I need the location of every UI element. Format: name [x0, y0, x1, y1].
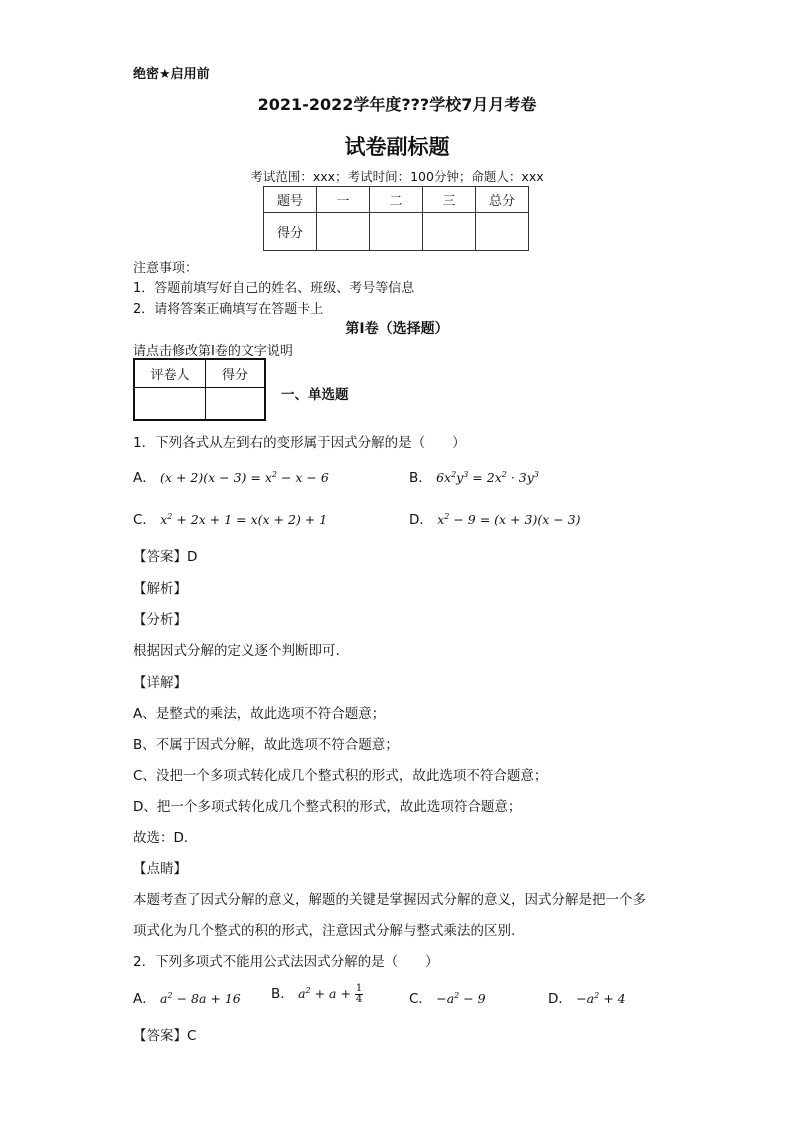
option-label: A．: [133, 991, 156, 1007]
score-header-cell: 一: [317, 187, 370, 213]
formula: $a^2 - 8a + 16$: [160, 991, 241, 1006]
q1-option-b[interactable]: [409, 466, 539, 486]
q1-fenxi-text: 根据因式分解的定义逐个判断即可.: [133, 643, 340, 659]
q1-dianjing-line2: 项式化为几个整式的积的形式，注意因式分解与整式乘法的区别.: [133, 923, 516, 939]
grader-cell[interactable]: [134, 387, 206, 420]
score-header-cell: 题号: [264, 187, 317, 213]
option-label: C．: [409, 991, 432, 1007]
score-cell[interactable]: [476, 213, 529, 251]
formula: $x^2 - 9 = (x + 3)(x - 3)$: [437, 512, 581, 527]
part1-hint: 请点击修改第I卷的文字说明: [133, 344, 293, 359]
q1-stem: 1．下列各式从左到右的变形属于因式分解的是（ ）: [133, 435, 466, 451]
exam-subtitle: 试卷副标题: [344, 135, 450, 159]
option-label: B．: [409, 470, 432, 486]
q2-option-d[interactable]: [548, 987, 626, 1007]
option-label: C．: [133, 512, 156, 528]
q1-fenxi-heading: 【分析】: [133, 612, 187, 628]
grader-header: 得分: [206, 359, 266, 387]
q1-detail-b: B、不属于因式分解，故此选项不符合题意；: [133, 737, 399, 753]
grader-cell[interactable]: [206, 387, 266, 420]
notice-item-2: 2．请将答案正确填写在答题卡上: [133, 302, 324, 317]
score-table: [263, 186, 529, 251]
q1-option-d[interactable]: [409, 508, 581, 528]
q1-dianjing-heading: 【点睛】: [133, 861, 187, 877]
q2-answer: 【答案】C: [133, 1028, 197, 1044]
q1-answer: 【答案】D: [133, 549, 198, 565]
q1-analysis-heading: 【解析】: [133, 581, 187, 597]
q1-option-a[interactable]: [133, 466, 329, 486]
notice-item-1: 1．答题前填写好自己的姓名、班级、考号等信息: [133, 281, 415, 296]
option-label: B．: [271, 986, 294, 1002]
score-cell[interactable]: [370, 213, 423, 251]
option-label: D．: [409, 512, 433, 528]
score-header-cell: 总分: [476, 187, 529, 213]
q2-option-a[interactable]: [133, 987, 241, 1007]
score-row-label: 得分: [264, 213, 317, 251]
formula: $x^2 + 2x + 1 = x(x + 2) + 1$: [160, 512, 328, 527]
q2-option-b[interactable]: [271, 982, 363, 1005]
formula: $-a^2 - 9$: [436, 991, 486, 1006]
q1-detail-a: A、是整式的乘法，故此选项不符合题意；: [133, 706, 386, 722]
q2-option-c[interactable]: [409, 987, 486, 1007]
formula: $(x + 2)(x - 3) = x^2 - x - 6$: [160, 470, 329, 485]
q2-stem: 2．下列多项式不能用公式法因式分解的是（ ）: [133, 954, 439, 970]
option-label: A．: [133, 470, 156, 486]
exam-title: 2021-2022学年度???学校7月月考卷: [257, 95, 537, 114]
section-title: 一、单选题: [281, 387, 349, 403]
option-label: D．: [548, 991, 572, 1007]
score-header-cell: 三: [423, 187, 476, 213]
formula: $6x^2y^3 = 2x^2 \cdot 3y^3$: [436, 470, 539, 485]
part1-title: 第I卷（选择题）: [345, 321, 449, 337]
q1-option-c[interactable]: [133, 508, 327, 528]
exam-info: 考试范围：xxx；考试时间：100分钟；命题人：xxx: [250, 169, 544, 184]
q1-choose: 故选：D.: [133, 830, 189, 846]
q1-dianjing-line1: 本题考查了因式分解的意义，解题的关键是掌握因式分解的意义，因式分解是把一个多: [133, 892, 646, 908]
grader-table: [133, 358, 266, 421]
grader-header: 评卷人: [134, 359, 206, 387]
formula: $-a^2 + 4$: [576, 991, 626, 1006]
q1-detail-c: C、没把一个多项式转化成几个整式积的形式，故此选项不符合题意；: [133, 768, 548, 784]
q1-detail-heading: 【详解】: [133, 675, 187, 691]
score-cell[interactable]: [317, 213, 370, 251]
score-header-cell: 二: [370, 187, 423, 213]
q1-detail-d: D、把一个多项式转化成几个整式积的形式，故此选项符合题意；: [133, 799, 522, 815]
notice-title: 注意事项：: [133, 261, 199, 276]
confidential-mark: 绝密★启用前: [133, 67, 210, 82]
score-cell[interactable]: [423, 213, 476, 251]
formula: $a^2 + a$ + $\frac{1}{4}$: [298, 983, 363, 1005]
